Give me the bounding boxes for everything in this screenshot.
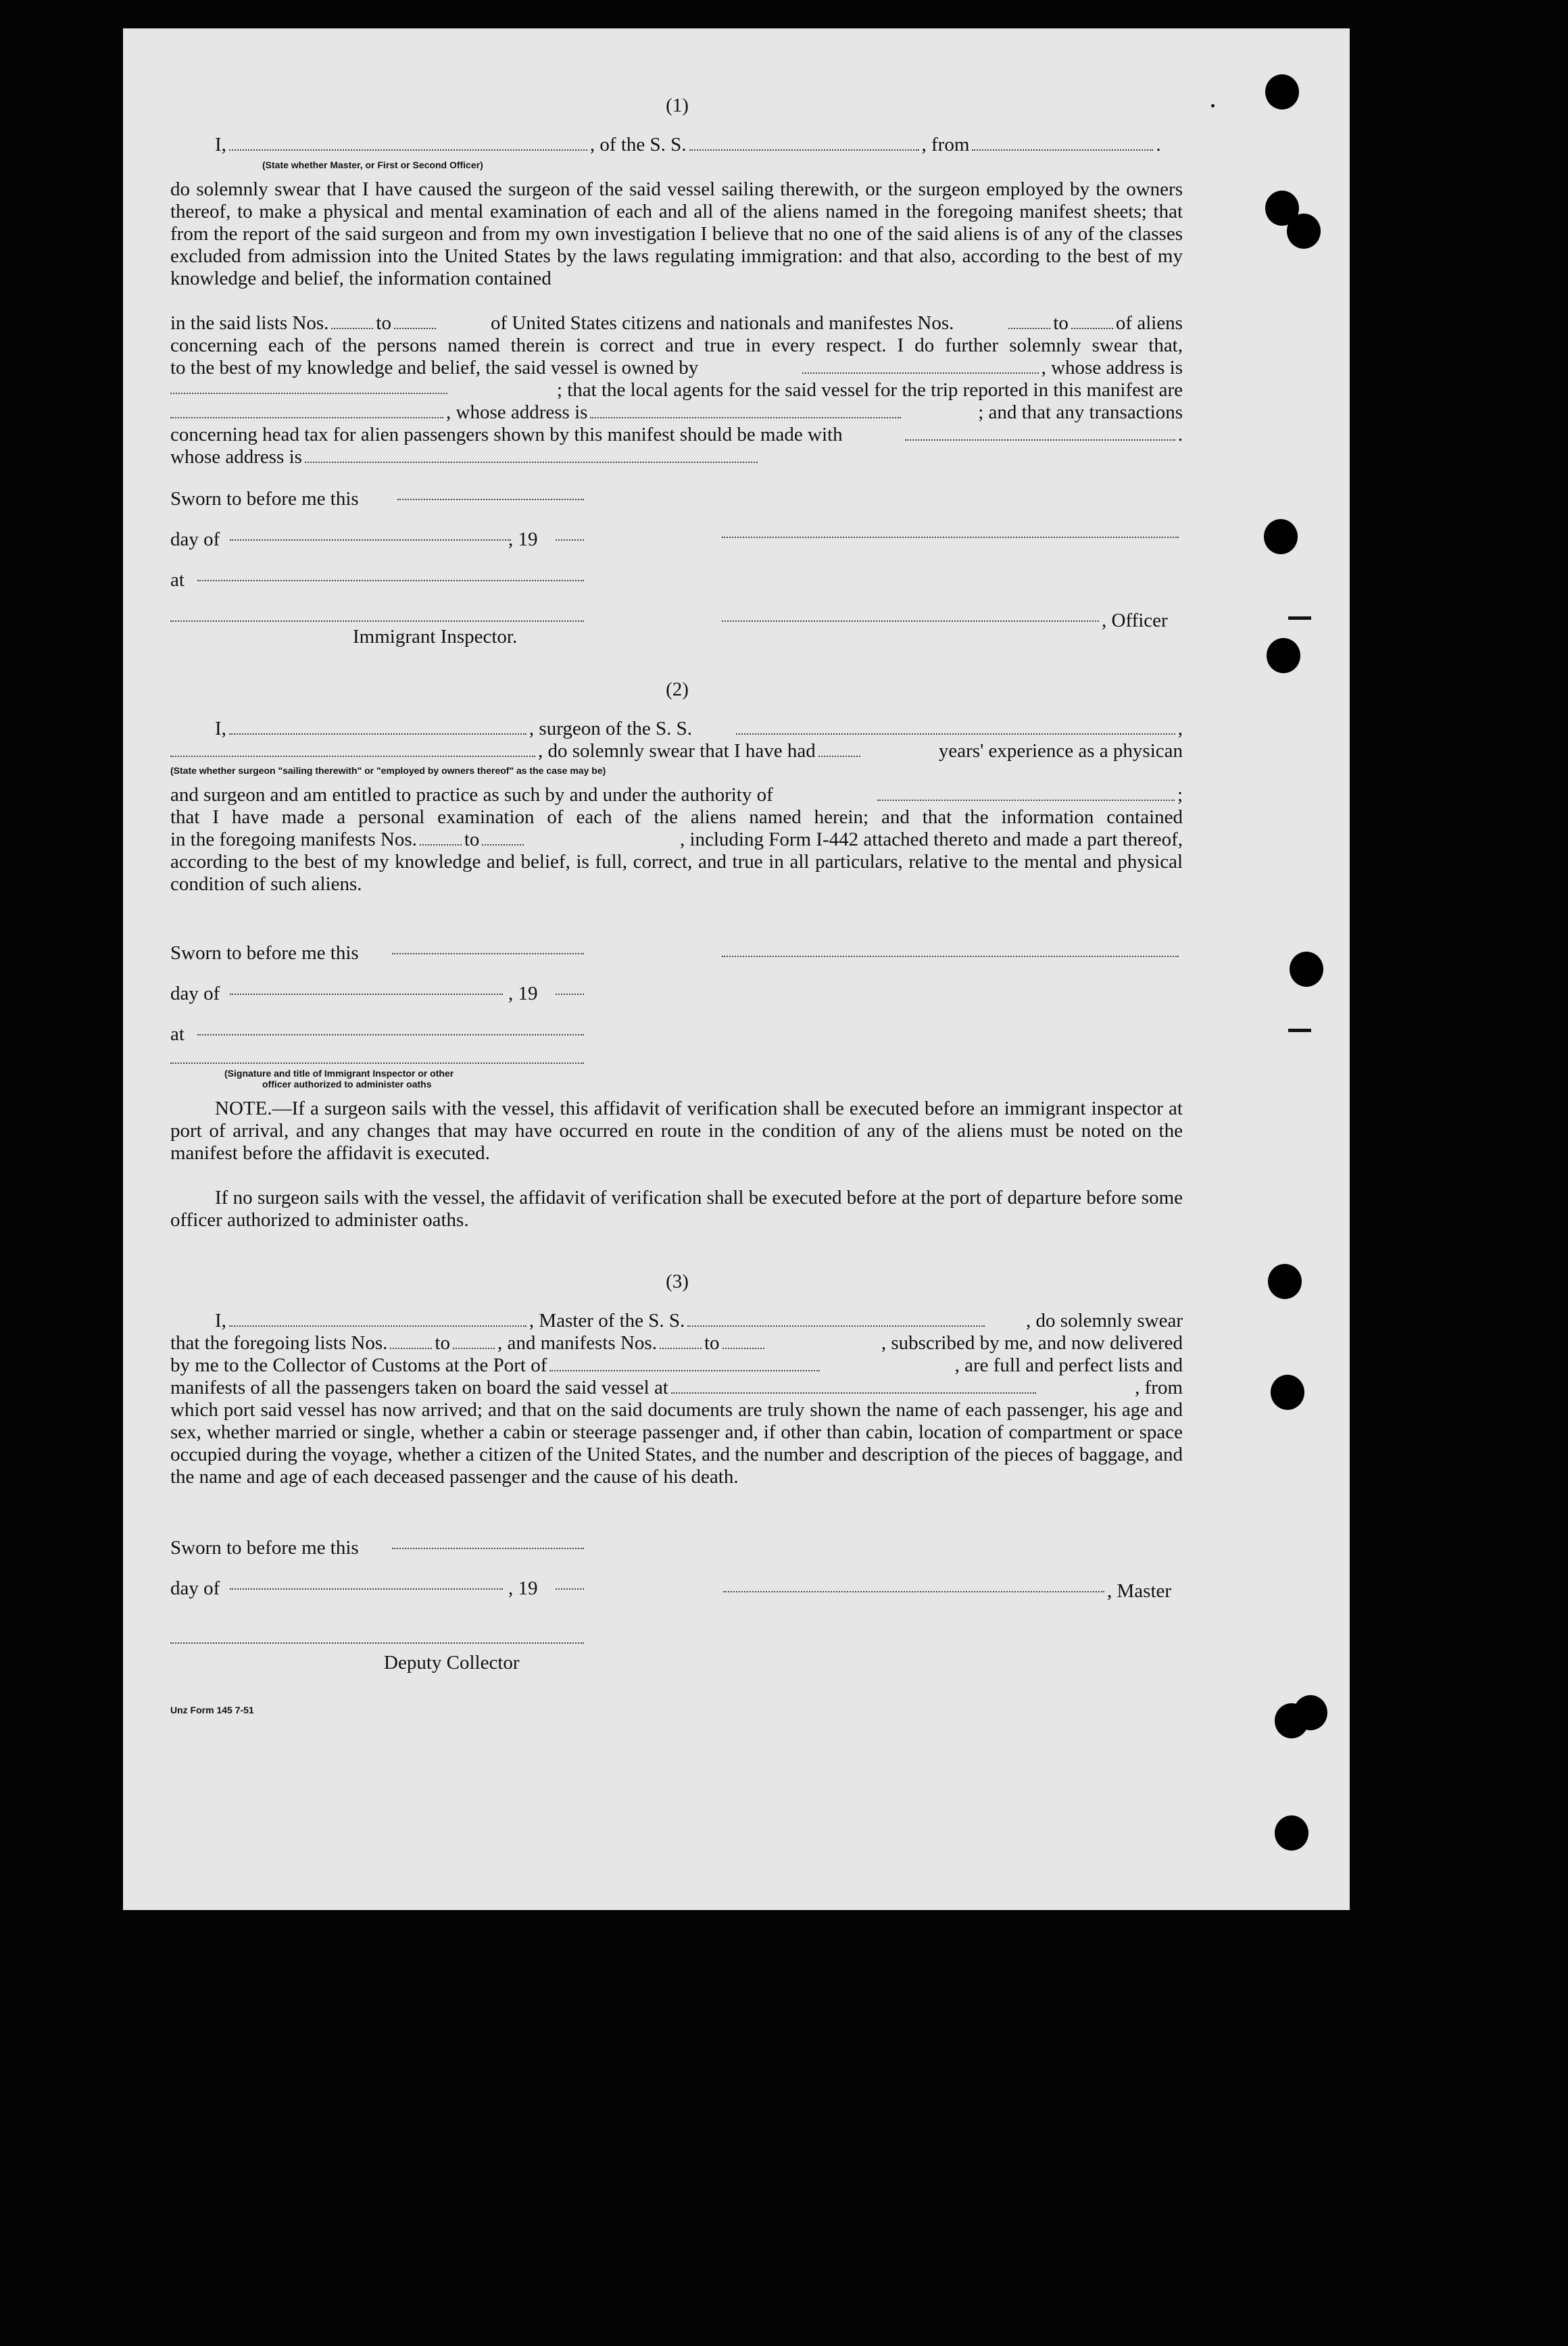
s2-signature-note-2: officer authorized to administer oaths (262, 1079, 432, 1090)
s3-lists-from-field[interactable] (390, 1334, 432, 1349)
s2-month-field[interactable] (230, 994, 503, 995)
binder-hole (1271, 1375, 1304, 1410)
s1-inspector-label: Immigrant Inspector. (353, 626, 518, 647)
s1-manifests-to-field[interactable] (1071, 314, 1113, 329)
s1-lists-from-field[interactable] (331, 314, 373, 329)
s2-place-field[interactable] (197, 1034, 584, 1035)
s2-line-authority (170, 784, 1183, 806)
s1-year-field[interactable] (556, 539, 584, 541)
s2-surgeon-note: (State whether surgeon "sailing therewith" or "employed by owners thereof" as the case may be) (170, 765, 606, 776)
binder-hole (1264, 519, 1298, 554)
s1-owned-by-label: to the best of my knowledge and belief, the said vessel is owned by (170, 357, 699, 378)
s1-vessel-name-field[interactable] (689, 136, 919, 151)
s3-line-lists (170, 1332, 1183, 1354)
s1-master-signature-line[interactable] (722, 537, 1179, 538)
s3-collector-signature-line[interactable] (170, 1642, 584, 1644)
s1-head-tax-period: . (1177, 424, 1183, 445)
section-1-number: (1) (666, 95, 689, 116)
s2-line-surgeon (215, 718, 1183, 740)
s1-owner-address-label: , whose address is (1041, 357, 1183, 378)
s1-at-label: at (170, 569, 185, 591)
s3-sworn-label: Sworn to before me this (170, 1537, 359, 1559)
surgeon-name-field[interactable] (229, 720, 526, 735)
s2-day-of-label: day of (170, 983, 220, 1004)
s2-semicolon: ; (1177, 784, 1183, 806)
s3-delivered-label: , subscribed by me, and now delivered (881, 1332, 1183, 1354)
licensing-authority-field[interactable] (877, 786, 1175, 801)
s1-of-ss-label: , of the S. S. (589, 134, 687, 155)
s2-signature-note-1: (Signature and title of Immigrant Inspector or other (224, 1068, 454, 1079)
s2-examination-line: that I have made a personal examination of each of the aliens named herein; and that the information contained (170, 806, 1183, 828)
s2-sworn-date-field[interactable] (392, 953, 584, 954)
s2-i-label: I, (215, 718, 226, 739)
s1-line-owner (170, 357, 1183, 379)
port-field[interactable] (549, 1357, 820, 1371)
s1-from-label: , from (921, 134, 970, 155)
s3-year-label: , 19 (508, 1578, 538, 1599)
s1-party-address-label: whose address is (170, 446, 302, 468)
s3-line-port (170, 1354, 1183, 1377)
s1-agents-label: ; that the local agents for the said vessel for the trip reported in this manifest are (556, 379, 1183, 401)
s1-head-tax-label: concerning head tax for alien passengers shown by this manifest should be made with (170, 424, 843, 445)
s1-line-head-tax (170, 424, 1183, 446)
s3-line-boarded (170, 1377, 1183, 1399)
s1-lists-label: in the said lists Nos. (170, 312, 329, 334)
s1-citizens-label: of United States citizens and nationals and manifestes Nos. (490, 312, 954, 334)
s3-swear-label: , do solemnly swear (1026, 1310, 1183, 1331)
s1-line-agent-address (170, 401, 1183, 424)
s1-line-lists (170, 312, 1183, 335)
s3-to-label: to (435, 1332, 450, 1354)
s1-to2-label: to (1053, 312, 1069, 334)
head-tax-party-field[interactable] (905, 426, 1175, 441)
s1-officer-label: , Officer (1102, 610, 1168, 631)
margin-dash (1288, 616, 1311, 620)
surgeon-status-field[interactable] (170, 742, 535, 757)
vessel-owner-field[interactable] (802, 359, 1039, 374)
s2-year-field[interactable] (556, 994, 584, 995)
s2-experience-label: years' experience as a physican (938, 740, 1183, 762)
form-number: Unz Form 145 7-51 (170, 1705, 254, 1715)
s1-line-agents (170, 379, 1183, 401)
s1-agent-address-label: , whose address is (446, 401, 588, 423)
s3-vessel-name-field[interactable] (687, 1312, 985, 1327)
s2-inspector-signature-line[interactable] (170, 1062, 584, 1064)
s2-manifests-to-field[interactable] (482, 831, 524, 846)
s1-transactions-label: ; and that any transactions (978, 401, 1183, 423)
s2-form-label: , including Form I-442 attached thereto and made a part thereof, (679, 829, 1183, 850)
s2-line-manifests (170, 829, 1183, 851)
s3-master-name-field[interactable] (229, 1312, 526, 1327)
s1-lists-to-field[interactable] (394, 314, 436, 329)
s1-day-of-label: day of (170, 529, 220, 550)
s3-deputy-label: Deputy Collector (384, 1652, 520, 1673)
s1-from-port-field[interactable] (972, 136, 1153, 151)
binder-hole (1290, 952, 1323, 987)
s1-to-label: to (376, 312, 391, 334)
note-paragraph-2: If no surgeon sails with the vessel, the affidavit of verification shall be executed before at the port of departure before some officer authorized to administer oaths. (170, 1187, 1183, 1231)
s1-master-note: (State whether Master, or First or Second Officer) (262, 160, 483, 170)
speck-mark (1211, 104, 1215, 107)
s1-aliens-label: of aliens (1115, 312, 1183, 334)
s1-sworn-label: Sworn to before me this (170, 488, 359, 510)
s2-at-label: at (170, 1023, 185, 1045)
s2-surgeon-of-label: , surgeon of the S. S. (529, 718, 693, 739)
s2-manifests-label: in the foregoing manifests Nos. (170, 829, 417, 850)
s1-line-party-address (170, 446, 760, 468)
s3-master-of-label: , Master of the S. S. (529, 1310, 685, 1331)
s1-line-correct: concerning each of the persons named therein is correct and true in every respect. I do further solemnly swear that, (170, 335, 1183, 356)
section-2-number: (2) (666, 679, 689, 700)
s1-sworn-date-field[interactable] (397, 499, 584, 500)
s1-place-field[interactable] (197, 580, 584, 581)
s2-comma: , (1177, 718, 1183, 739)
s3-sworn-date-field[interactable] (392, 1548, 584, 1549)
s3-from-label: , from (1135, 1377, 1183, 1398)
master-name-field[interactable] (229, 136, 587, 151)
s2-manifests-from-field[interactable] (420, 831, 462, 846)
note-paragraph-1: NOTE.—If a surgeon sails with the vessel, this affidavit of verification shall be executed before an immigrant inspector at port of arrival, and any changes that may have occurred en route in the condition of any of the aliens must be noted on the manifest before the affidavit is executed. (170, 1098, 1183, 1164)
s1-year-label: , 19 (508, 529, 538, 550)
local-agents-field[interactable] (170, 404, 443, 418)
s2-to-label: to (464, 829, 480, 850)
s3-manifests-to-field[interactable] (722, 1334, 764, 1349)
s1-officer-signature-line[interactable] (722, 620, 1099, 622)
s3-port-label: by me to the Collector of Customs at the Port of (170, 1354, 547, 1376)
s3-manifests-label: , and manifests Nos. (497, 1332, 657, 1354)
binder-hole (1268, 1264, 1302, 1299)
s3-passenger-paragraph: which port said vessel has now arrived; and that on the said documents are truly shown the name of each passenger, his age and sex, whether married or single, whether a cabin or steerage passenger and, if other than cabin, location of compartment or space occupied during the voyage, whether a citizen of the United States, and the number and description of the pieces of baggage, and the name and age of each deceased passenger and the cause of his death. (170, 1399, 1183, 1488)
s3-lists-to-field[interactable] (453, 1334, 495, 1349)
s1-inspector-signature-line[interactable] (170, 620, 584, 622)
s2-surgeon-signature-line[interactable] (722, 956, 1179, 957)
s1-oath-paragraph: do solemnly swear that I have caused the surgeon of the said vessel sailing therewith, or the surgeon employed by the owners thereof, to make a physical and mental examination of each and all of the aliens named in the foregoing manifest sheets; that from the report of the said surgeon and from my own investigation I believe that no one of the said aliens is of any of the classes excluded from admission into the United States by the laws regulating immigration: and that also, according to the best of my knowledge and belief, the information contained (170, 178, 1183, 289)
s1-month-field[interactable] (230, 539, 511, 541)
agent-address-field[interactable] (590, 404, 901, 418)
head-tax-address-field[interactable] (305, 448, 758, 463)
boarding-port-field[interactable] (671, 1379, 1036, 1394)
binder-hole (1294, 1695, 1327, 1730)
s2-authority-label: and surgeon and am entitled to practice as such by and under the authority of (170, 784, 773, 806)
form-page (123, 28, 1350, 1910)
s2-vessel-name-field[interactable] (736, 720, 1175, 735)
binder-hole (1267, 638, 1300, 673)
s3-master-label: , Master (1107, 1580, 1172, 1602)
s3-day-of-label: day of (170, 1578, 220, 1599)
s3-i-label: I, (215, 1310, 226, 1331)
years-experience-field[interactable] (818, 742, 860, 757)
s2-swear-label: , do solemnly swear that I have had (538, 740, 816, 762)
s2-year-label: , 19 (508, 983, 538, 1004)
s3-lists-label: that the foregoing lists Nos. (170, 1332, 388, 1354)
binder-hole (1275, 1815, 1308, 1851)
s1-i-label: I, (215, 134, 226, 155)
s3-master-signature-line[interactable] (723, 1591, 1104, 1592)
s2-correct-paragraph: according to the best of my knowledge and belief, is full, correct, and true in all particulars, relative to the mental and physical condition of such aliens. (170, 851, 1183, 895)
s1-period: . (1156, 134, 1161, 155)
s2-sworn-label: Sworn to before me this (170, 942, 359, 964)
s2-line-experience (170, 740, 1183, 762)
s1-line-declarant (215, 134, 1161, 156)
binder-hole (1287, 214, 1321, 249)
binder-hole (1265, 74, 1299, 109)
s1-manifests-from-field[interactable] (1008, 314, 1050, 329)
s3-boarded-label: manifests of all the passengers taken on board the said vessel at (170, 1377, 668, 1398)
s3-year-field[interactable] (556, 1588, 584, 1590)
s3-to2-label: to (704, 1332, 720, 1354)
owner-address-field[interactable] (170, 379, 447, 394)
s3-lists-complete-label: , are full and perfect lists and (954, 1354, 1183, 1376)
section-3-number: (3) (666, 1271, 689, 1292)
margin-dash (1288, 1029, 1311, 1032)
s3-manifests-from-field[interactable] (660, 1334, 702, 1349)
s3-month-field[interactable] (230, 1588, 503, 1590)
s3-line-master (215, 1310, 1183, 1332)
